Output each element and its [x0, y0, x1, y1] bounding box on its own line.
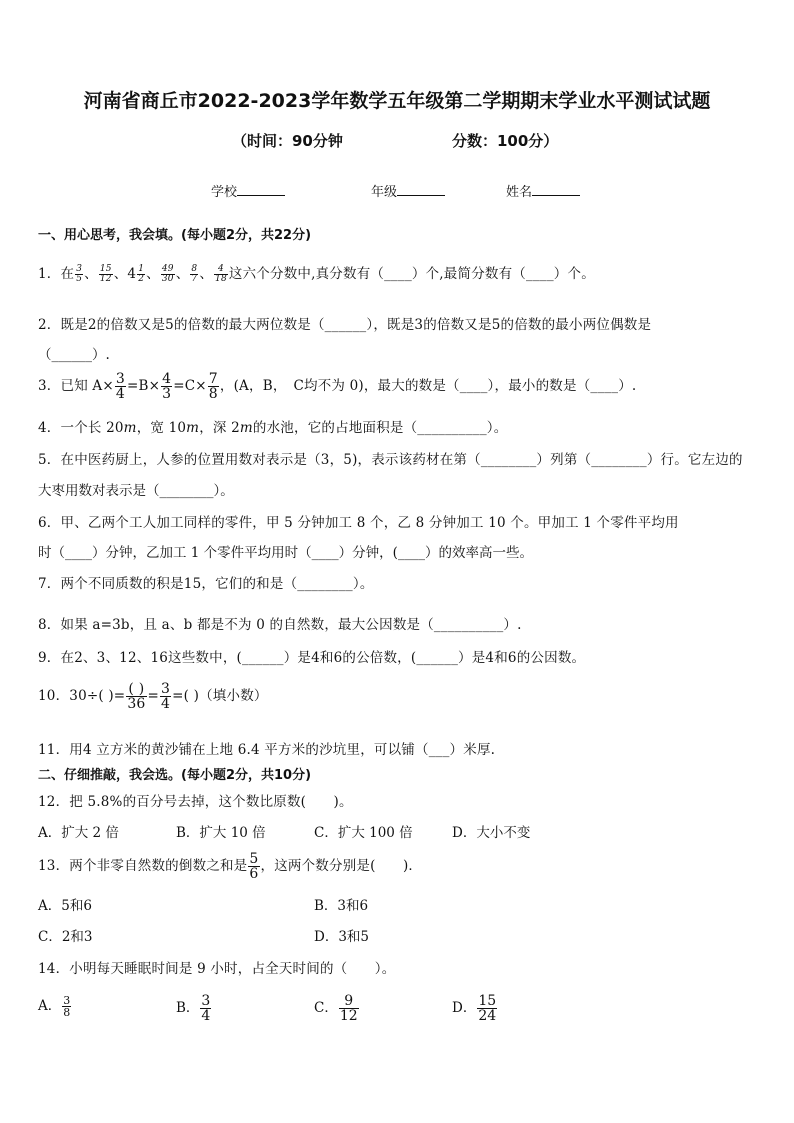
q12-option-d[interactable]: D．大小不变	[452, 825, 531, 841]
school-field	[211, 181, 285, 200]
question-2: 2．既是2的倍数又是5的倍数的最大两位数是（______），既是3的倍数又是5的倍数的最小两位偶数是	[38, 317, 652, 333]
name-label: 姓名	[506, 185, 533, 200]
fraction: $\frac{15}{12}$	[99, 264, 112, 284]
question-2-cont: （______）.	[38, 347, 110, 363]
section-2-heading: 二、仔细推敲，我会选。(每小题2分，共10分)	[38, 768, 312, 783]
q13-option-c[interactable]: C．2和3	[38, 929, 93, 945]
question-11: 11．用4 立方米的黄沙铺在上地 6.4 平方米的沙坑里，可以铺（___）米厚.	[38, 742, 496, 758]
grade-field	[371, 181, 445, 200]
q12-option-b[interactable]: B．扩大 10 倍	[176, 825, 266, 841]
fraction: $\frac{3}{4}$	[115, 371, 125, 402]
school-label: 学校	[211, 185, 238, 200]
q14-option-c[interactable]: C． $\frac{9}{12}$	[314, 993, 358, 1024]
section-1-heading: 一、用心思考，我会填。(每小题2分，共22分)	[38, 228, 312, 243]
fraction: $\frac{7}{8}$	[208, 371, 218, 402]
q14-option-b[interactable]: B． $\frac{3}{4}$	[176, 993, 211, 1024]
question-12: 12．把 5.8%的百分号去掉，这个数比原数( )。	[38, 794, 353, 810]
q12-option-c[interactable]: C．扩大 100 倍	[314, 825, 413, 841]
fraction: $\frac{49}{30}$	[161, 264, 174, 284]
question-14: 14．小明每天睡眠时间是 9 小时，占全天时间的（ ）。	[38, 961, 396, 977]
grade-blank[interactable]	[397, 183, 445, 196]
fraction: $\frac{8}{7}$	[191, 264, 198, 284]
q14-option-d[interactable]: D． $\frac{15}{24}$	[452, 993, 497, 1024]
fraction: $\frac{3}{4}$	[161, 681, 171, 712]
question-1: 1．在 $\frac{3}{5}$ 、 $\frac{15}{12}$ 、4 $\frac{1}{2}$ 、 $\frac{49}{30}$ 、 $\frac{8}{7}$ 、 $\frac{4}{18}$ 这六个分数中,真分数有（____）个,最简分数有（____）个。	[38, 264, 595, 284]
exam-time: （时间：90分钟	[232, 132, 343, 150]
q14-option-a[interactable]: A． $\frac{3}{8}$	[38, 994, 71, 1019]
question-13: 13．两个非零自然数的倒数之和是 $\frac{5}{6}$ ，这两个数分别是( )．	[38, 851, 423, 882]
name-blank[interactable]	[532, 183, 580, 196]
q13-option-b[interactable]: B．3和6	[314, 898, 369, 914]
question-6: 6．甲、乙两个工人加工同样的零件，甲 5 分钟加工 8 个，乙 8 分钟加工 10 个。甲加工 1 个零件平均用	[38, 515, 679, 531]
grade-label: 年级	[371, 185, 398, 200]
fraction: $\frac{3}{8}$	[63, 994, 71, 1019]
school-blank[interactable]	[237, 183, 285, 196]
page-title: 河南省商丘市2022-2023学年数学五年级第二学期期末学业水平测试试题	[83, 90, 711, 112]
exam-score: 分数：100分）	[452, 132, 559, 150]
fraction: $\frac{3}{5}$	[76, 264, 83, 284]
q13-option-d[interactable]: D．3和5	[314, 929, 370, 945]
fraction: $\frac{( )}{36}$	[127, 681, 146, 712]
fraction: $\frac{1}{2}$	[138, 264, 145, 284]
question-5-cont: 大枣用数对表示是（________）。	[38, 483, 234, 499]
question-3: 3．已知 A× $\frac{3}{4}$ =B× $\frac{4}{3}$ =C× $\frac{7}{8}$ ，(A，B， C均不为 0)，最大的数是（____），最小的数是（____）.	[38, 371, 637, 402]
question-8: 8．如果 a=3b，且 a、b 都是不为 0 的自然数，最大公因数是（__________）.	[38, 617, 522, 633]
question-10: 10．30÷( )= $\frac{( )}{36}$ = $\frac{3}{4}$ =( )（填小数）	[38, 681, 268, 712]
question-7: 7．两个不同质数的积是15，它们的和是（________）。	[38, 576, 374, 592]
q13-option-a[interactable]: A．5和6	[38, 898, 92, 914]
question-5: 5．在中医药厨上，人参的位置用数对表示是（3，5)，表示该药材在第（________）列第（________）行。它左边的	[38, 452, 743, 468]
fraction: $\frac{4}{3}$	[162, 371, 172, 402]
fraction: $\frac{5}{6}$	[249, 851, 259, 882]
question-6-cont: 时（____）分钟，乙加工 1 个零件平均用时（____）分钟，(____）的效率高一些。	[38, 545, 533, 561]
fraction: $\frac{15}{24}$	[478, 993, 497, 1024]
question-9: 9．在2、3、12、16这些数中，(______）是4和6的公倍数，(______）是4和6的公因数。	[38, 650, 586, 666]
fraction: $\frac{3}{4}$	[201, 993, 211, 1024]
fraction: $\frac{4}{18}$	[215, 264, 227, 284]
question-4: 4．一个长 20m，宽 10m，深 2m的水池，它的占地面积是（__________）。	[38, 420, 508, 436]
fraction: $\frac{9}{12}$	[339, 993, 358, 1024]
name-field	[506, 181, 580, 200]
q12-option-a[interactable]: A．扩大 2 倍	[38, 825, 119, 841]
